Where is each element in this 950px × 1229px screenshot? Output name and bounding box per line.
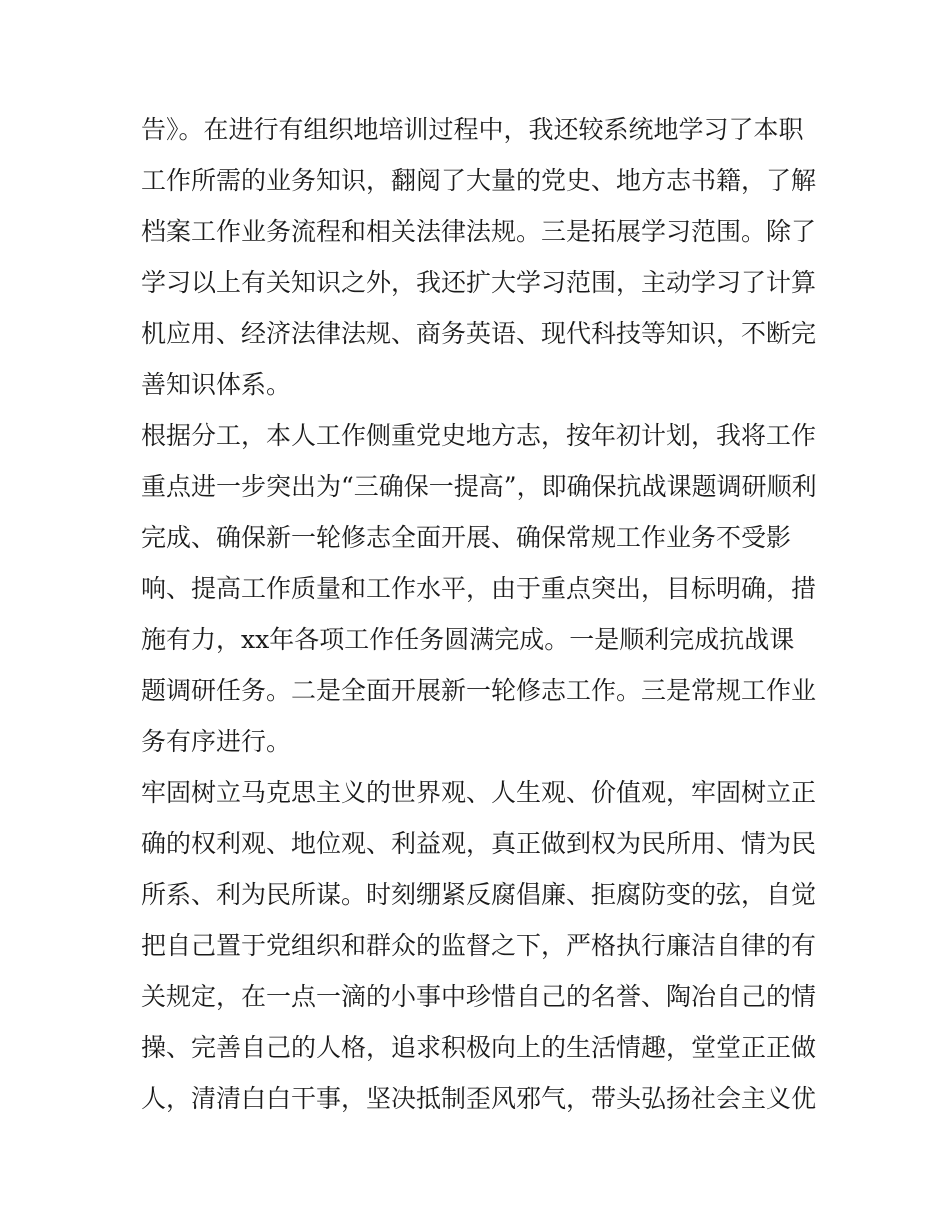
text-line: 操、完善自己的人格，追求积极向上的生活情趣，堂堂正正做	[141, 1033, 817, 1062]
text-line: 响、提高工作质量和工作水平，由于重点突出，目标明确，措	[141, 574, 817, 603]
document-body	[141, 104, 821, 1124]
text-line: 告》。在进行有组织地培训过程中，我还较系统地学习了本职	[141, 115, 804, 144]
text-line: 人，清清白白干事，坚决抵制歪风邪气，带头弘扬社会主义优	[141, 1084, 817, 1113]
text-line: 所系、利为民所谋。时刻绷紧反腐倡廉、拒腐防变的弦，自觉	[141, 880, 817, 909]
text-line: 完成、确保新一轮修志全面开展、确保常规工作业务不受影	[141, 523, 792, 552]
text-line: 关规定，在一点一滴的小事中珍惜自己的名誉、陶冶自己的情	[141, 982, 817, 1011]
text-line: 根据分工，本人工作侧重党史地方志，按年初计划，我将工作	[141, 421, 817, 450]
text-line: 务有序进行。	[141, 727, 292, 756]
text-line: 牢固树立马克思主义的世界观、人生观、价值观，牢固树立正	[141, 778, 817, 807]
text-line: 学习以上有关知识之外，我还扩大学习范围，主动学习了计算	[141, 268, 817, 297]
text-line: 施有力，xx年各项工作任务圆满完成。一是顺利完成抗战课	[141, 625, 795, 654]
text-line: 善知识体系。	[141, 370, 292, 399]
text-line: 工作所需的业务知识，翻阅了大量的党史、地方志书籍，了解	[141, 166, 817, 195]
text-line: 重点进一步突出为“三确保一提高”，即确保抗战课题调研顺利	[141, 472, 817, 501]
text-line: 档案工作业务流程和相关法律法规。三是拓展学习范围。除了	[141, 217, 817, 246]
text-line: 题调研任务。二是全面开展新一轮修志工作。三是常规工作业	[141, 676, 817, 705]
text-line: 把自己置于党组织和群众的监督之下，严格执行廉洁自律的有	[141, 931, 817, 960]
text-line: 确的权利观、地位观、利益观，真正做到权为民所用、情为民	[141, 829, 817, 858]
text-line: 机应用、经济法律法规、商务英语、现代科技等知识，不断完	[141, 319, 817, 348]
